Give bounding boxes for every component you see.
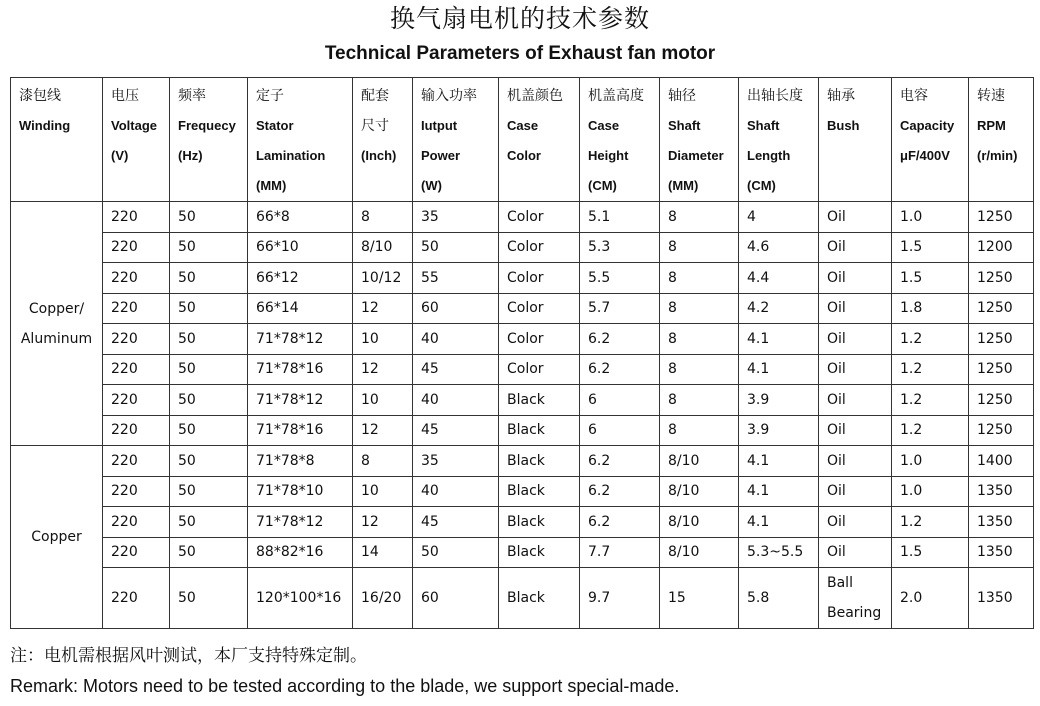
header-cell (11, 78, 103, 202)
table-row (11, 263, 1034, 294)
table-cell: 8/10 (353, 232, 413, 263)
header-cell (353, 78, 413, 202)
table-cell: 6 (580, 385, 660, 416)
header-line: Length (747, 148, 791, 163)
table-cell: 4.1 (739, 476, 819, 507)
table-cell: 220 (103, 415, 170, 446)
table-cell: 8 (660, 324, 739, 355)
table-cell: 45 (413, 507, 499, 538)
table-cell: 88*82*16 (248, 537, 353, 568)
table-cell: 4.1 (739, 354, 819, 385)
table-cell: 220 (103, 232, 170, 263)
table-row (11, 507, 1034, 538)
table-cell: 4.6 (739, 232, 819, 263)
table-cell: 7.7 (580, 537, 660, 568)
table-cell: 12 (353, 415, 413, 446)
header-cell (660, 78, 739, 202)
table-cell: 220 (103, 354, 170, 385)
table-cell: 60 (413, 568, 499, 629)
table-cell: 8 (660, 354, 739, 385)
table-row (11, 354, 1034, 385)
table-cell: Color (499, 324, 580, 355)
table-cell: 5.8 (739, 568, 819, 629)
table-cell: 1.8 (892, 293, 969, 324)
table-cell: Black (499, 537, 580, 568)
table-cell: 6.2 (580, 507, 660, 538)
table-cell: 4.1 (739, 446, 819, 477)
header-line: Shaft (747, 118, 780, 133)
table-cell: Black (499, 415, 580, 446)
table-cell: 50 (170, 507, 248, 538)
header-line: Frequecy (178, 118, 236, 133)
table-cell: 16/20 (353, 568, 413, 629)
table-cell: Black (499, 568, 580, 629)
table-cell: 1200 (969, 232, 1034, 263)
table-cell: 1350 (969, 568, 1034, 629)
table-cell: 10 (353, 476, 413, 507)
winding-line: Aluminum (20, 330, 93, 347)
table-cell: 50 (170, 385, 248, 416)
table-row (11, 293, 1034, 324)
table-cell: 6.2 (580, 446, 660, 477)
table-cell: 4.1 (739, 507, 819, 538)
table-cell: Oil (819, 415, 892, 446)
header-line: 出轴长度 (747, 88, 803, 104)
table-cell: 60 (413, 293, 499, 324)
table-cell: Oil (819, 263, 892, 294)
table-cell: 6.2 (580, 354, 660, 385)
table-cell: 220 (103, 293, 170, 324)
table-cell: 4.1 (739, 324, 819, 355)
table-cell: Oil (819, 476, 892, 507)
table-cell: Oil (819, 446, 892, 477)
table-cell: 6.2 (580, 324, 660, 355)
header-line: Case (507, 118, 539, 133)
table-cell: 50 (170, 568, 248, 629)
table-cell: Black (499, 476, 580, 507)
table-cell: 1250 (969, 415, 1034, 446)
table-cell: 50 (170, 537, 248, 568)
header-line: (r/min) (977, 148, 1018, 163)
table-cell: Oil (819, 507, 892, 538)
table-cell: 12 (353, 293, 413, 324)
table-cell: 40 (413, 476, 499, 507)
header-line: 漆包线 (19, 88, 61, 104)
header-line: 转速 (977, 88, 1005, 104)
table-cell: Color (499, 232, 580, 263)
header-line: (Hz) (178, 148, 203, 163)
table-cell: 4 (739, 202, 819, 233)
table-cell: 1.5 (892, 232, 969, 263)
header-line: (W) (421, 178, 442, 193)
table-cell: Color (499, 354, 580, 385)
header-line: Case (588, 118, 620, 133)
header-line: Shaft (668, 118, 701, 133)
header-line: 定子 (256, 88, 284, 104)
table-cell: 50 (170, 293, 248, 324)
header-line: (V) (111, 148, 129, 163)
note-chinese: 注：电机需根据风叶测试，本厂支持特殊定制。 (10, 646, 367, 666)
page-title-english: Technical Parameters of Exhaust fan motor (324, 43, 716, 64)
table-cell: 50 (413, 232, 499, 263)
winding-line: Copper (31, 529, 82, 545)
table-cell: 2.0 (892, 568, 969, 629)
header-line: 轴承 (827, 88, 855, 104)
table-cell: 8 (353, 202, 413, 233)
table-cell: 1.2 (892, 324, 969, 355)
table-cell: 14 (353, 537, 413, 568)
winding-line: Copper/ (28, 300, 85, 317)
table-cell: 71*78*12 (248, 507, 353, 538)
page-title-chinese: 换气扇电机的技术参数 (389, 4, 650, 33)
header-line: (CM) (588, 178, 617, 193)
header-line: Diameter (668, 148, 724, 163)
header-line: 机盖颜色 (507, 88, 563, 104)
table-cell: 220 (103, 507, 170, 538)
table-cell: 5.5 (580, 263, 660, 294)
table-cell: 71*78*12 (248, 385, 353, 416)
table-cell: Oil (819, 354, 892, 385)
table-cell: 8 (660, 232, 739, 263)
table-cell: 71*78*12 (248, 324, 353, 355)
table-cell: Color (499, 202, 580, 233)
table-cell: 50 (170, 232, 248, 263)
header-line: 机盖高度 (588, 88, 644, 104)
winding-cell (11, 446, 103, 629)
table-cell: 35 (413, 446, 499, 477)
table-cell: 120*100*16 (248, 568, 353, 629)
table-cell: Ball Bearing (819, 568, 892, 629)
table-cell: 4.4 (739, 263, 819, 294)
table-cell: Oil (819, 293, 892, 324)
header-cell (892, 78, 969, 202)
table-cell: 1.2 (892, 385, 969, 416)
table-cell: 8/10 (660, 476, 739, 507)
table-cell: 220 (103, 568, 170, 629)
table-row (11, 568, 1034, 629)
header-line: 配套 (361, 88, 389, 104)
header-cell (248, 78, 353, 202)
header-cell (413, 78, 499, 202)
header-cell (499, 78, 580, 202)
table-cell: 1250 (969, 202, 1034, 233)
table-cell: 8 (660, 293, 739, 324)
notes (10, 642, 1030, 700)
table-cell: 1.2 (892, 354, 969, 385)
table-cell: 1.2 (892, 415, 969, 446)
table-cell: 8 (353, 446, 413, 477)
table-cell: 1.0 (892, 202, 969, 233)
table-cell: 45 (413, 415, 499, 446)
table-cell: 9.7 (580, 568, 660, 629)
table-row (11, 537, 1034, 568)
note-english: Remark: Motors need to be tested according to the blade, we support special-made. (10, 676, 680, 696)
header-line: Lamination (256, 148, 326, 163)
header-line: Winding (19, 118, 71, 133)
table-cell: 220 (103, 476, 170, 507)
table-cell: 12 (353, 354, 413, 385)
table-cell: 1250 (969, 385, 1034, 416)
table-cell: 10 (353, 324, 413, 355)
header-line: 频率 (178, 88, 206, 104)
table-cell: 45 (413, 354, 499, 385)
table-cell: 5.3~5.5 (739, 537, 819, 568)
table-row (11, 476, 1034, 507)
table-cell: 50 (170, 354, 248, 385)
table-cell: Black (499, 446, 580, 477)
header-line: Color (507, 148, 541, 163)
table-cell: 1.0 (892, 476, 969, 507)
table-cell: 40 (413, 324, 499, 355)
header-cell (739, 78, 819, 202)
table-cell: Oil (819, 232, 892, 263)
header-cell (103, 78, 170, 202)
table-cell: 1350 (969, 537, 1034, 568)
table-cell: Black (499, 385, 580, 416)
table-cell: 3.9 (739, 385, 819, 416)
table-cell: Oil (819, 537, 892, 568)
header-line: Iutput (421, 118, 458, 133)
header-cell (969, 78, 1034, 202)
table-row (11, 324, 1034, 355)
table-cell: 8 (660, 385, 739, 416)
header-cell (580, 78, 660, 202)
table-cell: 50 (413, 537, 499, 568)
table-cell: 40 (413, 385, 499, 416)
table-cell: 10 (353, 385, 413, 416)
table-row (11, 232, 1034, 263)
table-cell: 1250 (969, 263, 1034, 294)
table-cell: 1350 (969, 476, 1034, 507)
table-cell: 71*78*8 (248, 446, 353, 477)
table-cell: 8 (660, 415, 739, 446)
table-cell: 71*78*16 (248, 354, 353, 385)
table-cell: 220 (103, 446, 170, 477)
table-cell: 35 (413, 202, 499, 233)
table-header-row (11, 78, 1034, 202)
table-cell: 50 (170, 263, 248, 294)
table-cell: 71*78*16 (248, 415, 353, 446)
table-cell: 66*12 (248, 263, 353, 294)
header-line: RPM (977, 118, 1006, 133)
table-cell: Oil (819, 385, 892, 416)
table-cell: 1250 (969, 354, 1034, 385)
table-cell: 50 (170, 446, 248, 477)
header-line: 输入功率 (421, 88, 477, 104)
table-cell: 220 (103, 202, 170, 233)
table-cell: 8 (660, 263, 739, 294)
table-cell: 15 (660, 568, 739, 629)
table-cell: 1.5 (892, 537, 969, 568)
header-line: Voltage (111, 118, 157, 133)
table-row (11, 385, 1034, 416)
table-cell: 12 (353, 507, 413, 538)
winding-cell (11, 202, 103, 446)
header-line: Power (421, 148, 461, 163)
table-cell: 1.0 (892, 446, 969, 477)
header-line: 电容 (900, 88, 928, 104)
table-cell: 71*78*10 (248, 476, 353, 507)
table-cell: 1.2 (892, 507, 969, 538)
header-line: Stator (256, 118, 294, 133)
table-cell: 220 (103, 324, 170, 355)
header-line: Height (588, 148, 629, 163)
table-cell: 8/10 (660, 507, 739, 538)
table-cell: 50 (170, 415, 248, 446)
header-line: Capacity (900, 118, 955, 133)
table-cell: 220 (103, 385, 170, 416)
table-cell: 50 (170, 324, 248, 355)
table-cell: Oil (819, 202, 892, 233)
table-cell: 8/10 (660, 446, 739, 477)
table-cell: Black (499, 507, 580, 538)
table-cell: 5.1 (580, 202, 660, 233)
header-line: 轴径 (668, 88, 696, 104)
header-line: μF/400V (900, 148, 950, 163)
header-line: (Inch) (361, 148, 397, 163)
table-row (11, 415, 1034, 446)
table-cell: 3.9 (739, 415, 819, 446)
header-line: Bush (827, 118, 860, 133)
table-row (11, 446, 1034, 477)
table-cell: 5.7 (580, 293, 660, 324)
table-row (11, 202, 1034, 233)
table-cell: 1400 (969, 446, 1034, 477)
table-cell: 1350 (969, 507, 1034, 538)
table-cell: 66*14 (248, 293, 353, 324)
table-cell: 66*10 (248, 232, 353, 263)
header-line: (CM) (747, 178, 776, 193)
table-cell: 1250 (969, 293, 1034, 324)
table-cell: 8/10 (660, 537, 739, 568)
table-cell: 1250 (969, 324, 1034, 355)
table-cell: 1.5 (892, 263, 969, 294)
table-cell: 4.2 (739, 293, 819, 324)
table-cell: Oil (819, 324, 892, 355)
header-line: 电压 (111, 88, 139, 104)
table-cell: 50 (170, 202, 248, 233)
table-cell: Color (499, 293, 580, 324)
table-cell: 220 (103, 263, 170, 294)
header-line: 尺寸 (361, 118, 389, 134)
table-cell: 50 (170, 476, 248, 507)
header-line: (MM) (256, 178, 287, 193)
table-cell: 6.2 (580, 476, 660, 507)
table-cell: 5.3 (580, 232, 660, 263)
table-cell: 220 (103, 537, 170, 568)
table-cell: 55 (413, 263, 499, 294)
parameters-table (10, 77, 1034, 629)
table-cell: 10/12 (353, 263, 413, 294)
table-cell: 6 (580, 415, 660, 446)
header-cell (819, 78, 892, 202)
table-cell: Color (499, 263, 580, 294)
table-cell: 66*8 (248, 202, 353, 233)
header-line: (MM) (668, 178, 699, 193)
header-cell (170, 78, 248, 202)
table-cell: 8 (660, 202, 739, 233)
